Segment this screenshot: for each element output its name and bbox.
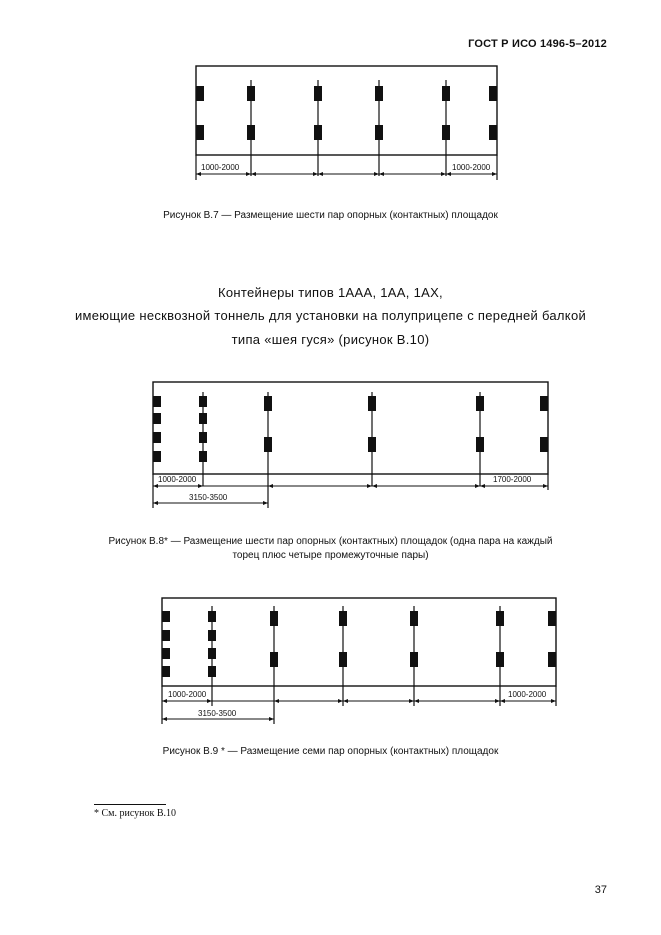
- page-number: 37: [594, 884, 607, 896]
- document-code-header: ГОСТ Р ИСО 1496-5–2012: [468, 38, 607, 50]
- figure-b8-container-outline: [153, 382, 548, 474]
- figure-b9-support-pads: [162, 611, 556, 721]
- section-heading-line3: типа «шея гуся» (рисунок В.10): [231, 332, 430, 347]
- footnote-divider: [94, 804, 166, 805]
- figure-b8-caption-line1: Рисунок В.8* — Размещение шести пар опорных (контактных) площадок (одна пара на каждый: [108, 536, 553, 547]
- figure-b8-diagram: [153, 382, 548, 508]
- figure-b9-dim-left: 1000-2000: [168, 690, 207, 699]
- section-heading-line2: имеющие несквозной тоннель для установки на полуприцепе с передней балкой: [74, 308, 587, 323]
- figure-b8-dim-left: 1000-2000: [158, 475, 197, 484]
- figure-b7-dim-right: 1000-2000: [452, 163, 491, 172]
- footnote: * См. рисунок В.10: [94, 808, 177, 819]
- figure-b8-caption-line2: торец плюс четыре промежуточные пары): [232, 550, 429, 561]
- figure-b8-dim-right: 1700-2000: [493, 475, 532, 484]
- figure-b9-dim-overall: 3150-3500: [198, 709, 237, 718]
- section-heading-line1: Контейнеры типов 1ААА, 1АА, 1АХ,: [218, 285, 443, 300]
- figure-b7-caption: Рисунок В.7 — Размещение шести пар опорных (контактных) площадок: [163, 210, 498, 221]
- figure-b8-dim-overall: 3150-3500: [189, 493, 228, 502]
- figure-b9-caption: Рисунок В.9 * — Размещение семи пар опорных (контактных) площадок: [162, 746, 499, 757]
- figure-b8-support-pads: [153, 396, 548, 505]
- figure-b7-container-outline: [196, 66, 497, 155]
- figure-b9-diagram: [162, 598, 556, 724]
- figure-b9-dim-right: 1000-2000: [508, 690, 547, 699]
- figure-b7-dim-left: 1000-2000: [201, 163, 240, 172]
